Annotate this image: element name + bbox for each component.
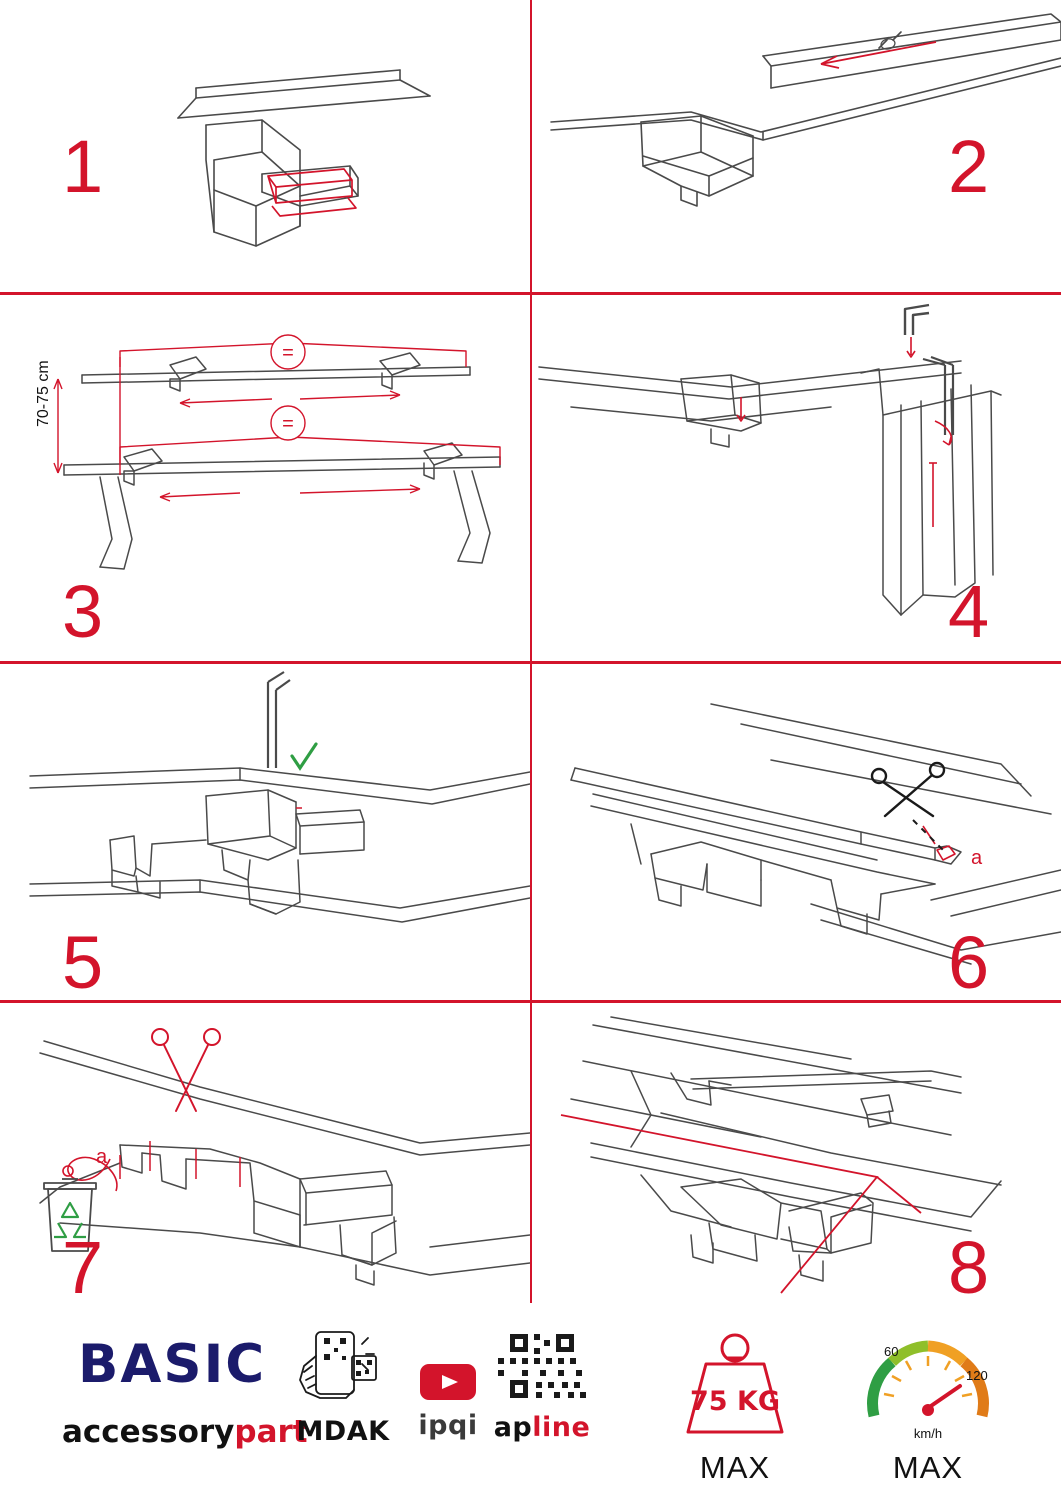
equal-mark-bottom: =	[282, 413, 294, 435]
load-limit	[660, 1320, 810, 1486]
apline-suffix: line	[532, 1412, 591, 1443]
step-panel-6	[531, 664, 1061, 1000]
apline-prefix: ap	[493, 1412, 533, 1443]
step-number-8: 8	[948, 1226, 989, 1303]
weight-icon	[660, 1320, 810, 1450]
step-number-5: 5	[62, 921, 103, 1000]
logo-mdak-caption	[286, 1416, 400, 1447]
speed-limit	[848, 1320, 1008, 1486]
speed-tick-60: 60	[884, 1344, 899, 1359]
qr-code-icon	[484, 1326, 600, 1406]
step-number-4: 4	[948, 570, 989, 653]
load-limit-value: 75 KG	[689, 1386, 781, 1417]
step-panel-4	[531, 295, 1061, 661]
cut-label-a: a	[971, 847, 983, 869]
footer	[0, 1306, 1061, 1500]
step-number-1: 1	[62, 125, 103, 208]
step-panel-8	[531, 1003, 1061, 1303]
brand-name-suffix: part	[234, 1414, 308, 1450]
step-panel-3	[0, 295, 530, 661]
load-limit-label: MAX	[699, 1450, 771, 1485]
step-panel-1	[0, 0, 530, 292]
brand-title: BASIC	[78, 1334, 267, 1395]
logo-apline-caption	[484, 1412, 600, 1443]
logo-ipqi	[398, 1354, 498, 1441]
scissors-icon-7	[152, 1029, 220, 1111]
step-number-6: 6	[948, 921, 989, 1000]
logo-mdak	[286, 1326, 400, 1447]
hand-phone-qr-icon	[286, 1326, 400, 1410]
step-number-2: 2	[948, 125, 989, 208]
mdak-prefix: MD	[296, 1416, 347, 1447]
step-number-3: 3	[62, 570, 103, 653]
step-panel-7	[0, 1003, 530, 1303]
speedometer-icon	[848, 1320, 1008, 1450]
speed-limit-label: MAX	[892, 1450, 964, 1485]
mdak-mid: A	[346, 1416, 369, 1447]
speed-unit: km/h	[913, 1426, 943, 1441]
scissors-icon	[872, 763, 944, 816]
cut-label-a-7: a	[96, 1146, 108, 1168]
brand-name	[62, 1414, 308, 1450]
logo-ipqi-caption: ipqi	[418, 1410, 478, 1441]
step-number-7: 7	[62, 1226, 103, 1303]
equal-mark-top: =	[282, 342, 294, 364]
mdak-suffix: K	[368, 1416, 390, 1447]
youtube-icon	[398, 1354, 498, 1404]
spacing-label: 70-75 cm	[35, 360, 52, 427]
brand-name-prefix: accessory	[62, 1414, 235, 1450]
step-panel-5	[0, 664, 530, 1000]
logo-apline	[484, 1326, 600, 1443]
speed-tick-120: 120	[966, 1368, 988, 1383]
step-panel-2	[531, 0, 1061, 292]
